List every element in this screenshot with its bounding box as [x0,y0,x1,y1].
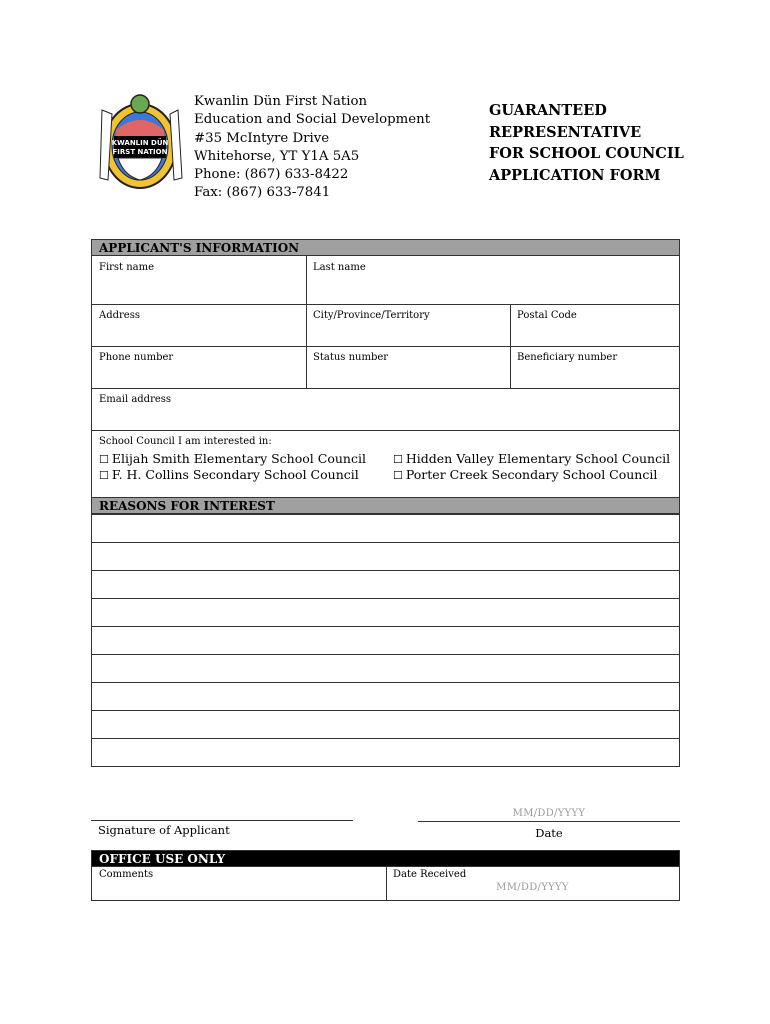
checkbox-icon[interactable]: ☐ [393,453,403,466]
org-fax: Fax: (867) 633-7841 [194,185,331,201]
reason-line[interactable] [92,738,679,766]
form-title [489,100,684,186]
checkbox-elijah-smith[interactable] [99,451,366,466]
city-province-territory-field[interactable] [306,304,510,346]
last-name-label: Last name [313,262,366,273]
school-council-prompt: School Council I am interested in: [99,436,272,447]
reasons-lines-area[interactable] [92,514,679,766]
kwanlin-dun-logo [96,90,188,200]
comments-field[interactable] [92,867,386,900]
reasons-section-heading: REASONS FOR INTEREST [92,498,679,514]
reason-line[interactable] [92,710,679,738]
checkbox-icon[interactable]: ☐ [99,469,109,482]
reason-line[interactable] [92,682,679,710]
signature-label: Signature of Applicant [98,823,230,837]
last-name-field[interactable] [306,256,679,304]
email-address-label: Email address [99,394,172,405]
checkbox-label: Elijah Smith Elementary School Council [111,451,366,466]
checkbox-porter-creek[interactable] [393,467,657,482]
org-phone: Phone: (867) 633-8422 [194,167,349,183]
reason-line[interactable] [92,654,679,682]
first-name-label: First name [99,262,155,273]
checkbox-label: F. H. Collins Secondary School Council [111,467,359,482]
reason-line[interactable] [92,514,679,542]
address-label: Address [99,310,140,321]
checkbox-label: Hidden Valley Elementary School Council [405,451,671,466]
date-received-label: Date Received [393,869,467,880]
beneficiary-number-field[interactable] [510,346,679,388]
checkbox-label: Porter Creek Secondary School Council [405,467,658,482]
checkbox-icon[interactable]: ☐ [99,453,109,466]
form-title-line3: FOR SCHOOL COUNCIL [489,145,684,162]
status-number-label: Status number [313,352,389,363]
org-department: Education and Social Development [194,112,431,128]
org-name: Kwanlin Dün First Nation [194,94,368,109]
checkbox-fh-collins[interactable] [99,467,359,482]
email-address-field[interactable] [92,388,679,430]
logo-text-line1: KWANLIN DÜN [111,139,169,147]
address-field[interactable] [92,304,306,346]
postal-code-field[interactable] [510,304,679,346]
logo-text-line2: FIRST NATION [112,148,168,156]
status-number-field[interactable] [306,346,510,388]
checkbox-hidden-valley[interactable] [393,451,670,466]
office-use-heading: OFFICE USE ONLY [92,851,679,867]
org-street: #35 McIntyre Drive [194,130,330,146]
reason-line[interactable] [92,570,679,598]
comments-label: Comments [99,869,154,880]
form-title-line2: REPRESENTATIVE [489,123,642,141]
phone-number-field[interactable] [92,346,306,388]
date-label: Date [535,826,563,840]
date-placeholder: MM/DD/YYYY [512,808,586,819]
reason-line[interactable] [92,626,679,654]
applicant-form-table [91,239,680,767]
reason-line[interactable] [92,598,679,626]
applicant-section-heading: APPLICANT'S INFORMATION [92,240,679,256]
form-title-line1: GUARANTEED [489,102,607,119]
date-received-placeholder: MM/DD/YYYY [496,882,569,893]
organization-address [194,93,430,203]
date-line[interactable] [418,821,680,822]
checkbox-icon[interactable]: ☐ [393,469,403,482]
phone-number-label: Phone number [99,352,174,363]
postal-code-label: Postal Code [517,310,577,321]
signature-line[interactable] [91,820,353,821]
beneficiary-number-label: Beneficiary number [517,352,618,363]
reason-line[interactable] [92,542,679,570]
org-city: Whitehorse, YT Y1A 5A5 [194,148,360,164]
form-title-line4: APPLICATION FORM [489,166,661,184]
first-name-field[interactable] [92,256,306,304]
city-label: City/Province/Territory [313,310,430,321]
office-use-table [91,850,680,901]
